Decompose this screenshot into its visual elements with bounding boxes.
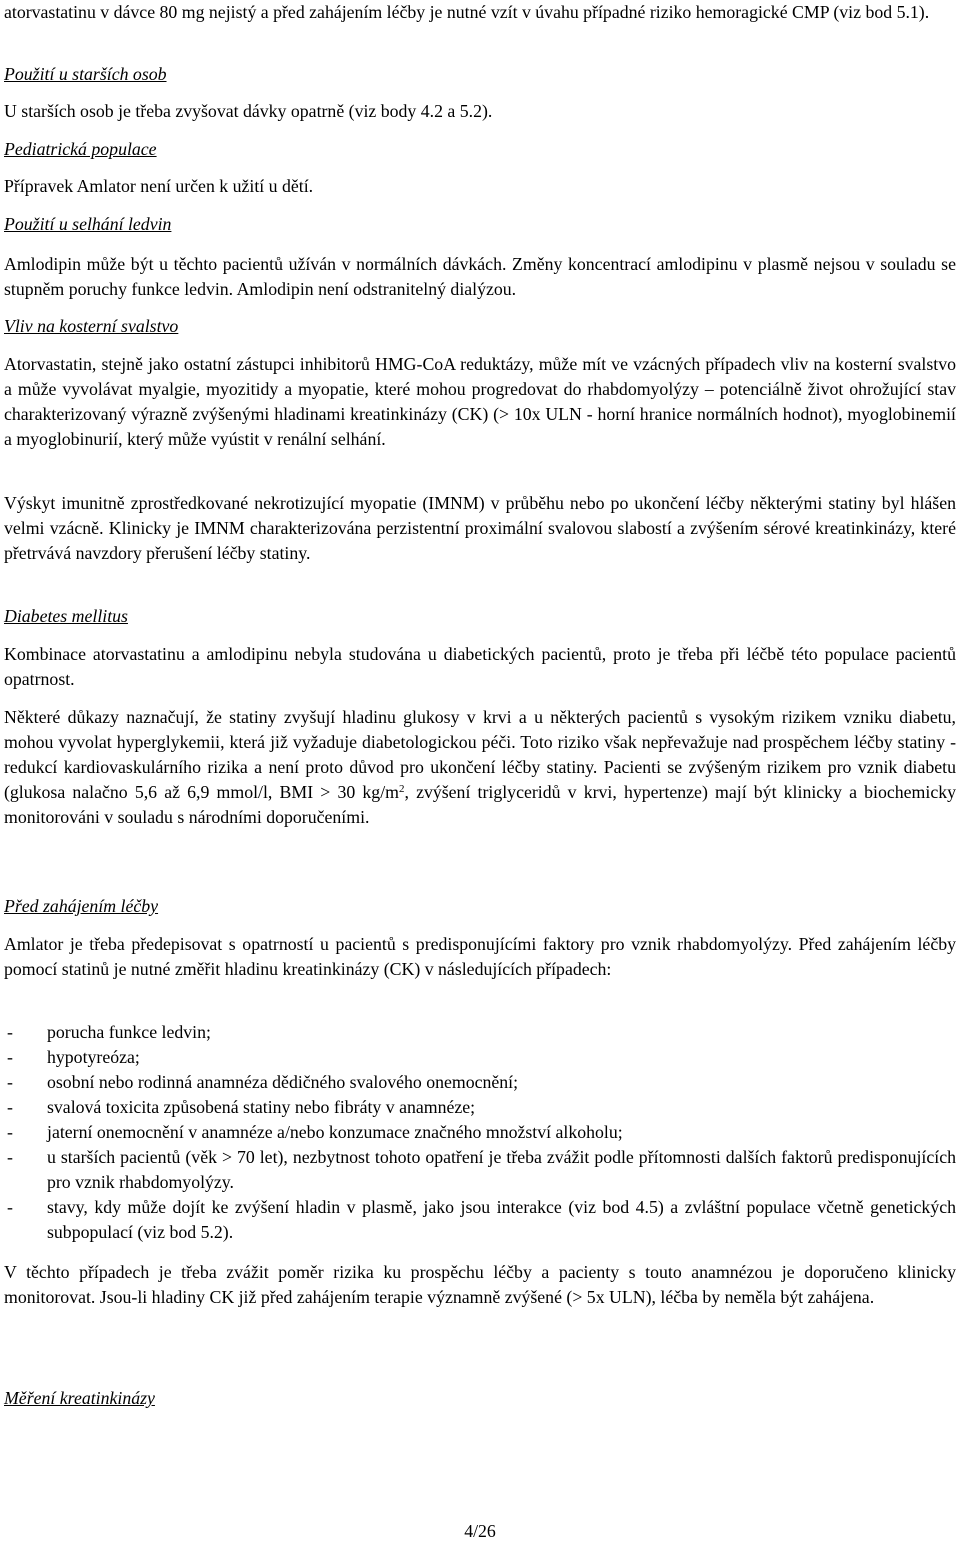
list-item <box>4 1045 956 1070</box>
paragraph-diabetes-1: Kombinace atorvastatinu a amlodipinu nebyla studována u diabetických pacientů, proto je třeba při léčbě této populace pacientů opatrnost. <box>4 644 956 689</box>
heading-elderly <box>4 62 956 87</box>
list-item-text: jaterní onemocnění v anamnéze a/nebo konzumace značného množství alkoholu; <box>47 1122 623 1142</box>
paragraph-stroke-risk: atorvastatinu v dávce 80 mg nejistý a před zahájením léčby je nutné vzít v úvahu případné riziko hemoragické CMP (viz bod 5.1). <box>4 2 930 22</box>
diabetes-text-b: , zvýšení triglyceridů v krvi, hypertenze) mají být klinicky a biochemicky monitorováni v souladu s národními doporučeními. <box>4 782 956 827</box>
list-item-text: stavy, kdy může dojít ke zvýšení hladin v plasmě, jako jsou interakce (viz bod 4.5) a zvláštní populace včetně genetických subpopulací (viz bod 5.2). <box>47 1197 956 1242</box>
paragraph-renal: Amlodipin může být u těchto pacientů užíván v normálních dávkách. Změny koncentrací amlodipinu v plasmě nejsou v souladu se stupněm poruchy funkce ledvin. Amlodipin není odstranitelný dialýzou. <box>4 254 956 299</box>
risk-factor-list <box>4 1020 956 1245</box>
list-item-text: svalová toxicita způsobená statiny nebo fibráty v anamnéze; <box>47 1097 476 1117</box>
list-item-text: porucha funkce ledvin; <box>47 1022 211 1042</box>
paragraph-diabetes-2 <box>4 705 956 830</box>
list-item <box>4 1120 956 1145</box>
list-bullet: - <box>7 1197 13 1217</box>
list-bullet: - <box>7 1097 13 1117</box>
paragraph-pediatric: Přípravek Amlator není určen k užití u dětí. <box>4 176 314 196</box>
list-item <box>4 1195 956 1245</box>
heading-pediatric-text: Pediatrická populace <box>4 139 157 159</box>
heading-ck-measurement-text: Měření kreatinkinázy <box>4 1388 155 1408</box>
heading-elderly-text: Použití u starších osob <box>4 64 167 84</box>
paragraph-elderly: U starších osob je třeba zvyšovat dávky opatrně (viz body 4.2 a 5.2). <box>4 101 493 121</box>
heading-pediatric <box>4 137 956 162</box>
heading-skeletal-muscle-text: Vliv na kosterní svalstvo <box>4 316 179 336</box>
list-item <box>4 1070 956 1095</box>
diabetes-text-a: Některé důkazy naznačují, že statiny zvyšují hladinu glukosy v krvi a u některých pacientů s vysokým rizikem vzniku diabetu, mohou vyvolat hyperglykemii, která již vyžaduje diabetologickou péči. Toto riziko však nepřevažuje nad prospěchem léčby statiny - redukcí kardiovaskulárního rizika a není proto důvod pro ukončení léčby statiny. Pacienti se zvýšeným rizikem pro vznik diabetu (glukosa nalačno 5,6 až 6,9 mmol/l, BMI > 30 kg/m <box>4 707 956 802</box>
page-number: 4/26 <box>464 1521 496 1541</box>
heading-before-treatment-text: Před zahájením léčby <box>4 896 159 916</box>
paragraph-before-treatment: Amlator je třeba předepisovat s opatrností u pacientů s predisponujícími faktory pro vznik rhabdomyolýzy. Před zahájením léčby pomocí statinů je nutné změřit hladinu kreatinkinázy (CK) v následujících případech: <box>4 934 956 979</box>
list-bullet: - <box>7 1047 13 1067</box>
list-item-text: osobní nebo rodinná anamnéza dědičného svalového onemocnění; <box>47 1072 519 1092</box>
list-bullet: - <box>7 1022 13 1042</box>
heading-diabetes-text: Diabetes mellitus <box>4 606 128 626</box>
heading-skeletal-muscle <box>4 314 956 339</box>
paragraph-skeletal-2: Výskyt imunitně zprostředkované nekrotizující myopatie (IMNM) v průběhu nebo po ukončení léčby některými statiny byl hlášen velmi vzácně. Klinicky je IMNM charakterizována perzistentní proximální svalovou slabostí a zvýšením sérové kreatinkinázy, které přetrvává navzdory přerušení léčby statiny. <box>4 493 956 563</box>
list-bullet: - <box>7 1072 13 1092</box>
diabetes-superscript: 2 <box>398 783 405 795</box>
heading-ck-measurement <box>4 1386 956 1411</box>
heading-before-treatment <box>4 894 956 919</box>
list-item <box>4 1145 956 1195</box>
list-bullet: - <box>7 1147 13 1167</box>
heading-renal-text: Použití u selhání ledvin <box>4 214 172 234</box>
list-item-text: u starších pacientů (věk > 70 let), nezbytnost tohoto opatření je třeba zvážit podle přítomnosti dalších faktorů predisponujících pro vznik rhabdomyolýzy. <box>47 1147 956 1192</box>
list-item <box>4 1095 956 1120</box>
heading-renal <box>4 212 956 237</box>
list-bullet: - <box>7 1122 13 1142</box>
paragraph-ck-closing: V těchto případech je třeba zvážit poměr rizika ku prospěchu léčby a pacienty s touto anamnézou je doporučeno klinicky monitorovat. Jsou-li hladiny CK již před zahájením terapie významně zvýšené (> 5x ULN), léčba by neměla být zahájena. <box>4 1262 956 1307</box>
list-item <box>4 1020 956 1045</box>
heading-diabetes <box>4 604 956 629</box>
paragraph-skeletal-1: Atorvastatin, stejně jako ostatní zástupci inhibitorů HMG-CoA reduktázy, může mít ve vzácných případech vliv na kosterní svalstvo a může vyvolávat myalgie, myozitidy a myopatie, které mohou progredovat do rhabdomyolýzy – potenciálně život ohrožující stav charakterizovaný výrazně zvýšenými hladinami kreatinkinázy (CK) (> 10x ULN - horní hranice normálních hodnot), myoglobinemií a myoglobinurií, který může vyústit v renální selhání. <box>4 354 956 449</box>
list-item-text: hypotyreóza; <box>47 1047 140 1067</box>
